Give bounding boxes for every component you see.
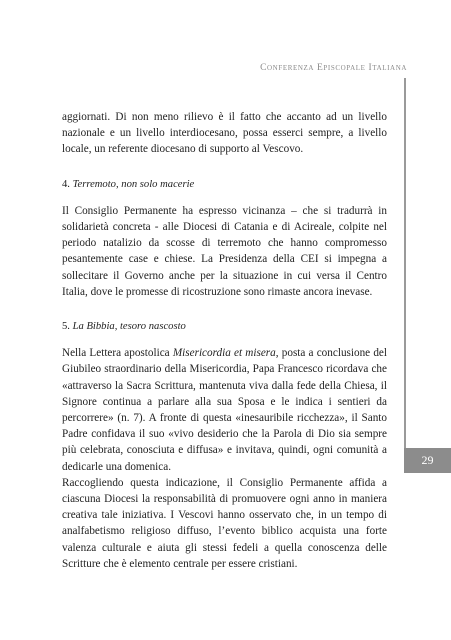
paragraph (62, 345, 387, 475)
text-run: Nella Lettera apostolica (62, 347, 173, 360)
document-title: Misericordia et misera (172, 347, 276, 360)
page-body (62, 109, 387, 572)
section-title: La Bibbia, tesoro nascosto (72, 321, 186, 333)
paragraph: Il Consiglio Permanente ha espresso vicinanza – che si tradurrà in solidarietà concreta - alle Diocesi di Catania e di Acireale, colpite nel periodo natalizio da scosse di terremoto che hanno compromesso pesantemente case e chiese. La Presidenza della CEI si impegna a sollecitare il Governo anche per la situazione in cui versa il Centro Italia, dove le promesse di ricostruzione sono rimaste ancora inevase. (62, 204, 387, 298)
running-header: Conferenza Episcopale Italiana (260, 63, 407, 73)
section-number: 4. (62, 178, 70, 190)
paragraph: Raccogliendo questa indicazione, il Consiglio Permanente affida a ciascuna Diocesi la responsabilità di promuovere ogni anno in maniera creativa tale iniziativa. I Vescovi hanno osservato che, in un tempo di analfabetismo religioso diffuso, l’evento biblico acquista una forte valenza culturale e aiuta gli stessi fedeli a quella conoscenza delle Scritture che è elemento centrale per essere cristiani. (62, 476, 387, 570)
text-run: , posta a conclusione del Giubileo straordinario della Misericordia, Papa Francesco ricordava che «attraverso la Sacra Scrittura, mantenuta viva dalla fede della Chiesa, il Signore continua a parlare alla sua Sposa e le indica i sentieri da percorrere» (n. 7). A fronte di questa «inesauribile ricchezza», il Santo Padre confidava il suo «vivo desiderio che la Parola di Dio sia sempre più celebrata, conosciuta e diffusa» e invitava, quindi, ogni comunità a dedicarle una domenica. (62, 347, 388, 473)
margin-rule (404, 78, 406, 448)
section-heading (62, 319, 387, 335)
section-title: Terremoto, non solo macerie (72, 178, 195, 190)
paragraph: aggiornati. Di non meno rilievo è il fatto che accanto ad un livello nazionale e un livello interdiocesano, possa esserci sempre, a livello locale, un referente diocesano di supporto al Vescovo. (62, 111, 387, 156)
section-number: 5. (62, 321, 70, 333)
page-number: 29 (404, 448, 451, 473)
section-heading (62, 177, 387, 193)
